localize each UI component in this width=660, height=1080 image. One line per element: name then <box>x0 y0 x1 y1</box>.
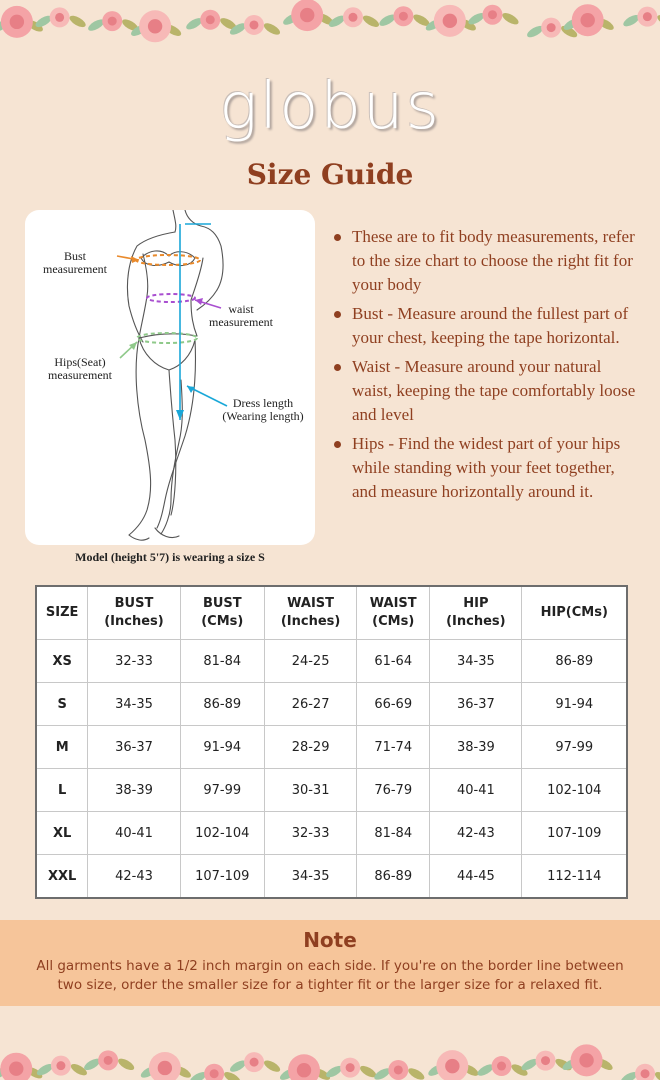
header-bust-cms <box>180 586 264 640</box>
flower-center <box>297 1063 311 1077</box>
header-line: BUST <box>114 596 154 611</box>
bullet-dot-icon <box>334 364 341 371</box>
brand-logo: globus <box>219 70 441 144</box>
dress-length-label <box>215 397 311 423</box>
flower-center <box>300 8 314 22</box>
header-line: WAIST <box>369 596 417 611</box>
table-cell: 86-89 <box>180 683 264 726</box>
flower-center <box>488 10 497 19</box>
table-cell: 81-84 <box>357 812 430 855</box>
flower-center <box>9 1062 23 1076</box>
table-header-row <box>36 586 627 640</box>
table-cell: 34-35 <box>264 855 356 899</box>
flower-center <box>108 17 117 26</box>
table-cell: 102-104 <box>180 812 264 855</box>
instruction-text: Waist - Measure around your natural waist, keeping the tape comfortably loose and level <box>352 357 636 424</box>
header-hip-inches <box>430 586 522 640</box>
waist-label-line2: measurement <box>209 315 273 329</box>
waist-measurement-label <box>201 303 281 329</box>
leaf-shape <box>262 21 282 37</box>
bullet-dot-icon <box>334 311 341 318</box>
instruction-item <box>332 225 637 297</box>
flower-center <box>497 1062 506 1071</box>
flower-center <box>641 1069 650 1078</box>
header-line: (Inches) <box>446 614 506 629</box>
flower-center <box>541 1056 550 1065</box>
table-cell: 86-89 <box>357 855 430 899</box>
table-cell: 102-104 <box>522 769 627 812</box>
note-text: All garments have a 1/2 inch margin on each side. If you're on the border line between two size, order the smaller size for a tighter fit or the larger size for a relaxed fit. <box>36 958 624 993</box>
flower-center <box>579 1053 593 1067</box>
table-cell: 40-41 <box>88 812 180 855</box>
bullet-dot-icon <box>334 234 341 241</box>
table-row <box>36 855 627 899</box>
table-row <box>36 640 627 683</box>
table-cell: 34-35 <box>430 640 522 683</box>
flower-center <box>55 13 64 22</box>
header-line: (CMs) <box>201 614 244 629</box>
header-line: WAIST <box>287 596 335 611</box>
table-cell: 107-109 <box>522 812 627 855</box>
table-row <box>36 812 627 855</box>
bust-label-line1: Bust <box>63 249 86 263</box>
instruction-item <box>332 302 637 350</box>
table-cell: 42-43 <box>88 855 180 899</box>
size-cell: XL <box>36 812 88 855</box>
leaf-shape <box>407 1066 427 1080</box>
table-cell: 40-41 <box>430 769 522 812</box>
table-cell: 66-69 <box>357 683 430 726</box>
hips-measurement-label <box>35 356 125 382</box>
flower-center <box>399 12 408 21</box>
table-cell: 36-37 <box>88 726 180 769</box>
flower-center <box>56 1061 65 1070</box>
table-cell: 112-114 <box>522 855 627 899</box>
table-cell: 97-99 <box>522 726 627 769</box>
bullet-dot-icon <box>334 441 341 448</box>
flower-center <box>443 14 457 28</box>
table-row <box>36 769 627 812</box>
dress-label-line2: (Wearing length) <box>222 409 304 423</box>
table-cell: 38-39 <box>430 726 522 769</box>
leaf-shape <box>361 13 381 29</box>
flower-center <box>394 1065 403 1074</box>
flower-center <box>348 13 357 22</box>
header-line: HIP(CMs) <box>540 605 608 620</box>
model-caption: Model (height 5'7) is wearing a size S <box>75 550 265 564</box>
table-cell: 44-45 <box>430 855 522 899</box>
instruction-item <box>332 355 637 427</box>
table-cell: 97-99 <box>180 769 264 812</box>
flower-center <box>445 1059 459 1073</box>
table-cell: 91-94 <box>180 726 264 769</box>
leaf-shape <box>116 1056 136 1072</box>
header-line: HIP <box>463 596 489 611</box>
table-cell: 86-89 <box>522 640 627 683</box>
size-cell: XXL <box>36 855 88 899</box>
instruction-text: Bust - Measure around the fullest part of your chest, keeping the tape horizontal. <box>352 304 629 347</box>
header-line: (Inches) <box>280 614 341 629</box>
header-waist-cms <box>357 586 430 640</box>
table-row <box>36 683 627 726</box>
flower-center <box>158 1061 172 1075</box>
size-cell: S <box>36 683 88 726</box>
waist-label-line1: waist <box>228 302 254 316</box>
table-cell: 42-43 <box>430 812 522 855</box>
flower-center <box>148 19 162 33</box>
flower-center <box>250 1058 259 1067</box>
bust-label-line2: measurement <box>43 262 107 276</box>
page-title: Size Guide <box>246 158 414 191</box>
header-line: BUST <box>202 596 242 611</box>
table-cell: 71-74 <box>357 726 430 769</box>
table-cell: 81-84 <box>180 640 264 683</box>
table-cell: 28-29 <box>264 726 356 769</box>
table-cell: 30-31 <box>264 769 356 812</box>
instruction-text: Hips - Find the widest part of your hips while standing with your feet together, and measure horizontally around it. <box>352 434 621 501</box>
hips-label-line2: measurement <box>48 368 112 382</box>
instruction-text: These are to fit body measurements, refer to the size chart to choose the right fit for your body <box>352 227 635 294</box>
flower-center <box>249 20 258 29</box>
size-cell: M <box>36 726 88 769</box>
flower-center <box>10 15 24 29</box>
header-line: (CMs) <box>372 614 415 629</box>
header-hip-cms <box>522 586 627 640</box>
table-cell: 26-27 <box>264 683 356 726</box>
leaf-shape <box>262 1058 282 1074</box>
leaf-shape <box>501 11 521 27</box>
size-chart-table <box>35 585 628 899</box>
table-cell: 107-109 <box>180 855 264 899</box>
instruction-item <box>332 432 637 504</box>
flower-center <box>547 23 556 32</box>
flower-center <box>210 1069 219 1078</box>
table-cell: 34-35 <box>88 683 180 726</box>
hips-label-line1: Hips(Seat) <box>54 355 106 369</box>
floral-border-bottom <box>0 1030 660 1080</box>
header-line: (Inches) <box>104 614 164 629</box>
size-cell: L <box>36 769 88 812</box>
table-cell: 24-25 <box>264 640 356 683</box>
leaf-shape <box>68 13 88 29</box>
flower-center <box>643 12 652 21</box>
table-cell: 36-37 <box>430 683 522 726</box>
table-cell: 38-39 <box>88 769 180 812</box>
note-title: Note <box>303 928 357 952</box>
dress-label-line1: Dress length <box>232 396 294 410</box>
table-cell: 32-33 <box>264 812 356 855</box>
table-cell: 61-64 <box>357 640 430 683</box>
size-cell: XS <box>36 640 88 683</box>
header-bust-inches <box>88 586 180 640</box>
flower-center <box>346 1063 355 1072</box>
table-cell: 76-79 <box>357 769 430 812</box>
header-waist-inches <box>264 586 356 640</box>
bust-measurement-label <box>33 250 117 276</box>
header-size <box>36 586 88 640</box>
measurement-figure-card <box>25 210 315 545</box>
measurement-instructions <box>332 225 637 509</box>
table-row <box>36 726 627 769</box>
floral-border-top <box>0 0 660 60</box>
table-cell: 32-33 <box>88 640 180 683</box>
table-cell: 91-94 <box>522 683 627 726</box>
flower-center <box>104 1056 113 1065</box>
header-line: SIZE <box>45 605 79 620</box>
flower-center <box>206 15 215 24</box>
flower-center <box>580 13 594 27</box>
